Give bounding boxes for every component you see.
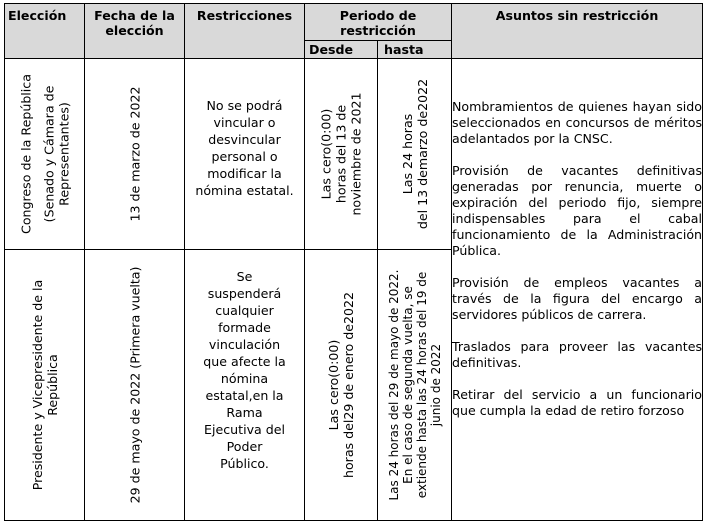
desde-text: Las cero(0:00) horas del 13 de noviembre de 2021 (318, 92, 364, 216)
eleccion-text: Congreso de la República (Senado y Cámara de Representantes) (18, 74, 71, 234)
restriction-table (4, 3, 703, 521)
header-periodo: Periodo de restricción (305, 4, 452, 41)
header-desde: Desde (305, 41, 378, 59)
header-restricciones: Restricciones (185, 4, 305, 59)
fecha-text: 13 de marzo de 2022 (127, 86, 142, 222)
hasta-text: Las 24 horas del 13 demarzo de2022 (399, 78, 430, 230)
asunto-item: Nombramientos de quienes hayan sido seleccionados en concursos de méritos adelantados por la CNSC. (452, 99, 703, 146)
cell-fecha-presidente (85, 250, 185, 521)
cell-eleccion-congreso (5, 59, 85, 250)
header-eleccion: Elección (5, 4, 85, 59)
asunto-item: Provisión de vacantes definitivas generadas por renuncia, muerte o expiración del periodo fijo, siempre indispensables para el cabal funcionamiento de la Administración Pública. (452, 163, 703, 258)
cell-fecha-congreso (85, 59, 185, 250)
cell-restriccion-presidente: Se suspenderá cualquier formade vinculación que afecte la nómina estatal,en la Rama Ejecutiva del Poder Público. (185, 250, 305, 521)
fecha-text: 29 de mayo de 2022 (Primera vuelta) (127, 266, 142, 504)
asunto-item: Retirar del servicio a un funcionario que cumpla la edad de retiro forzoso (452, 387, 703, 418)
asunto-item: Provisión de empleos vacantes a través de la figura del encargo a servidores públicos de carrera. (452, 275, 703, 322)
asunto-item: Traslados para proveer las vacantes definitivas. (452, 339, 703, 370)
cell-hasta-congreso (378, 59, 452, 250)
hasta-text: Las 24 horas del 29 de mayo de 2022. En el caso de segunda vuelta, se extiende hasta las 24 horas del 19 de junio de 2022 (386, 269, 443, 501)
header-hasta: hasta (378, 41, 452, 59)
cell-eleccion-presidente (5, 250, 85, 521)
table-row (5, 59, 703, 250)
header-fecha: Fecha de la elección (85, 4, 185, 59)
cell-desde-presidente (305, 250, 378, 521)
cell-desde-congreso (305, 59, 378, 250)
eleccion-text: Presidente y Vicepresidente de la República (29, 279, 60, 491)
cell-hasta-presidente (378, 250, 452, 521)
cell-restriccion-congreso: No se podrá vincular o desvincular personal o modificar la nómina estatal. (185, 59, 305, 250)
cell-asuntos (452, 59, 703, 521)
header-asuntos: Asuntos sin restricción (452, 4, 703, 59)
desde-text: Las cero(0:00) horas del29 de enero de2022 (326, 291, 356, 479)
